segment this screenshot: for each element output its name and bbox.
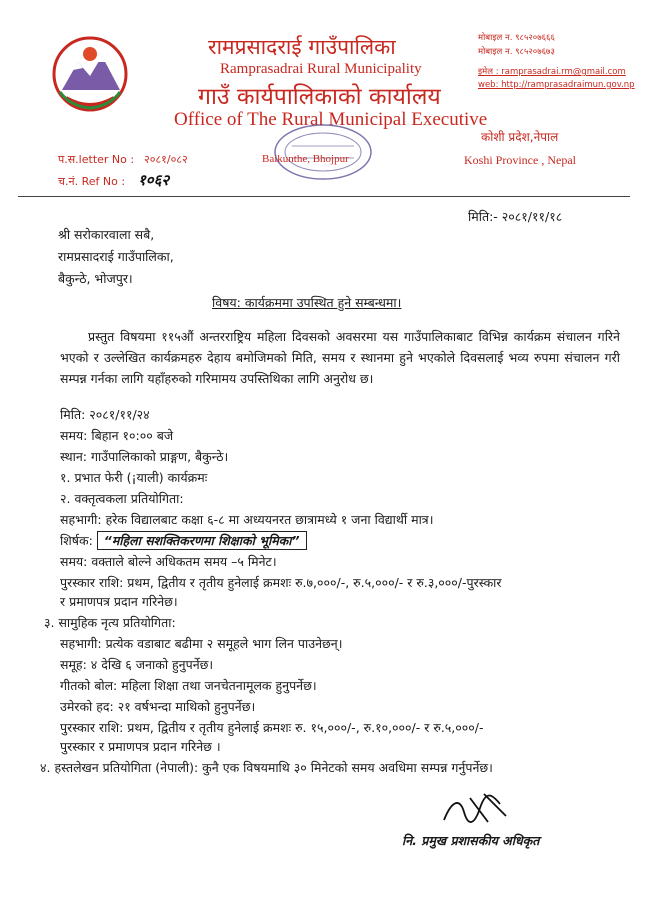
item-4: ४. हस्तलेखन प्रतियोगिता (नेपाली): कुनै एक विषयमाथि ३० मिनेटको समय अवधिमा सम्पन्न गर्नुपर्नेछ। <box>40 760 493 775</box>
mobile-2: मोबाइल न. ९८५२०७६७३ <box>478 47 555 57</box>
item-2-participants: सहभागी: हरेक विद्यालबाट कक्षा ६-८ मा अध्ययनरत छात्रामध्ये १ जना विद्यार्थी मात्र। <box>60 512 434 527</box>
office-name-en: Office of The Rural Municipal Executive <box>174 109 488 130</box>
website-link[interactable]: web: http://ramprasadraimun.gov.np <box>478 80 635 90</box>
province-en: Koshi Province , Nepal <box>464 153 576 167</box>
header-divider <box>18 196 630 197</box>
body-text: प्रस्तुत विषयमा ११५औं अन्तरराष्ट्रिय महिला दिवसको अवसरमा यस गाउँपालिकाबाट विभिन्न कार्यक्रम संचालन गरिने भएको र उल्लेखित कार्यक्रमहरु देहाय बमोजिमको मिति, समय र स्थानमा हुने भएकोले दिवसलाई भव्य रुपमा संचालन गरी सम्पन्न गर्नका लागि यहाँहरुको गरिमामय उपस्तिथिका लागि अनुरोध छ। <box>60 329 620 386</box>
signatory-title: नि. प्रमुख प्रशासकीय अधिकृत <box>402 833 540 848</box>
item-3-group: समूह: ४ देखि ६ जनाको हुनुपर्नेछ। <box>60 657 214 672</box>
letter-no-label: प.स.letter No : <box>58 153 135 166</box>
item-2: २. वक्तृत्वकला प्रतियोगिता: <box>60 491 184 506</box>
item-2-prize-2: र प्रमाणपत्र प्रदान गरिनेछ। <box>60 594 178 609</box>
event-time: समय: बिहान १०:०० बजे <box>60 428 174 443</box>
ref-no: १०६२ <box>138 171 170 189</box>
municipality-logo <box>40 32 140 122</box>
item-3-prize-1: पुरस्कार राशि: प्रथम, द्वितीय र तृतीय हुनेलाई क्रमशः रु. १५,०००/-, रु.१०,०००/- र रु.५,०००/- <box>60 720 484 735</box>
letter-no: २०८१/०८२ <box>144 153 188 166</box>
event-place: स्थान: गाउँपालिकाको प्राङ्गण, बैकुन्ठे। <box>60 449 229 464</box>
office-name-np: गाउँ कार्यपालिकाको कार्यालय <box>198 84 441 110</box>
item-3-participants: सहभागी: प्रत्येक वडाबाट बढीमा २ समूहले भाग लिन पाउनेछन्। <box>60 636 343 651</box>
municipality-name-en: Ramprasadrai Rural Municipality <box>220 61 422 77</box>
item-2-title-row <box>60 532 307 550</box>
addressee-line-1: श्री सरोकारवाला सबै, <box>58 227 155 242</box>
office-stamp <box>268 120 378 182</box>
item-2-prize-1: पुरस्कार राशि: प्रथम, द्वितीय र तृतीय हुनेलाई क्रमशः रु.७,०००/-, रु.५,०००/- र रु.३,०००/-पुरस्कार <box>60 575 502 590</box>
item-3-prize-2: पुरस्कार र प्रमाणपत्र प्रदान गरिनेछ । <box>60 739 221 754</box>
item-2-title-label: शिर्षक: <box>60 533 93 548</box>
municipality-name-np: रामप्रसादराई गाउँपालिका <box>208 35 396 59</box>
body-paragraph <box>60 326 620 389</box>
item-3-lyrics: गीतको बोल: महिला शिक्षा तथा जनचेतनामूलक हुनुपर्नेछ। <box>60 678 317 693</box>
addressee-line-2: रामप्रसादराई गाउँपालिका, <box>58 249 174 264</box>
item-2-title: “महिला सशक्तिकरणमा शिक्षाको भूमिका” <box>97 531 307 550</box>
ref-no-label: च.नं. Ref No : <box>58 175 126 188</box>
event-date: मिति: २०८१/११/२४ <box>60 407 150 422</box>
item-3-age: उमेरको हद: २१ वर्षभन्दा माथिको हुनुपर्नेछ। <box>60 699 256 714</box>
item-2-time: समय: वक्ताले बोल्ने अधिकतम समय –५ मिनेट। <box>60 554 277 569</box>
letter-date: मिति:- २०८१/११/१८ <box>468 209 563 224</box>
addressee-line-3: बैकुन्ठे, भोजपुर। <box>58 271 133 286</box>
province-np: कोशी प्रदेश,नेपाल <box>481 130 559 144</box>
item-1: १. प्रभात फेरी (¡याली) कार्यक्रमः <box>60 470 208 485</box>
item-3: ३. सामुहिक नृत्य प्रतियोगिता: <box>44 615 176 630</box>
handwritten-signature <box>440 790 510 830</box>
place-label: Baikunthe, Bhojpur <box>262 153 349 165</box>
mobile-1: मोबाइल न. ९८५२०७६६६ <box>478 33 555 43</box>
letter-subject: विषय: कार्यक्रममा उपस्थित हुने सम्बन्धमा। <box>212 295 402 310</box>
email-link[interactable]: इमेल : ramprasadrai.rm@gmail.com <box>478 67 626 77</box>
